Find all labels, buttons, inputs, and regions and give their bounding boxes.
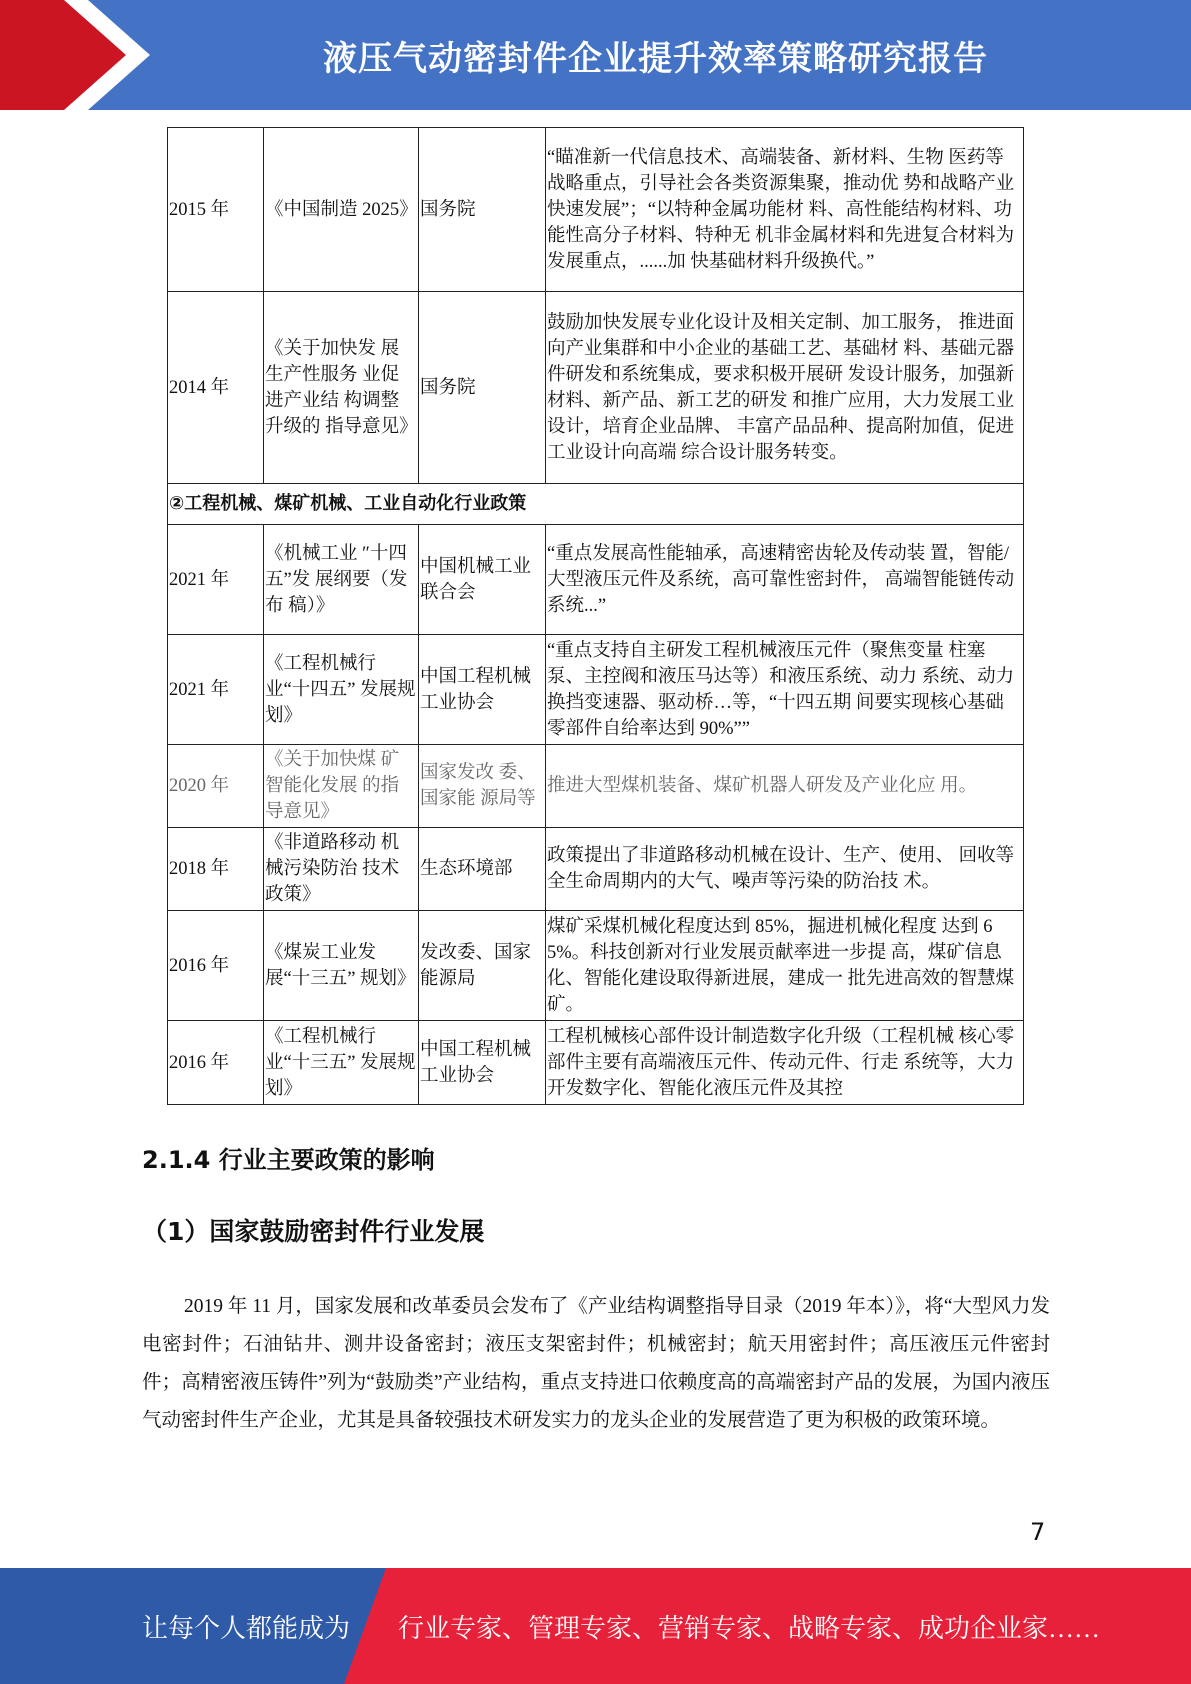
table-row: [168, 292, 1024, 484]
policy-content: 鼓励加快发展专业化设计及相关定制、加工服务， 推进面向产业集群和中小企业的基础工艺、基础材 料、基础元器件研发和系统集成，要求积极开展研 发设计服务，加强新材料、新产品、新工艺的研发 和推广应用，大力发展工业设计，培育企业品牌、 丰富产品品种、提高附加值，促进工业设计向高端 综合设计服务转变。: [546, 292, 1024, 484]
policy-name: 《非道路移动 机械污染防治 技术政策》: [264, 828, 419, 911]
policy-name: 《中国制造 2025》: [264, 128, 419, 292]
policy-name: 《工程机械行 业“十四五” 发展规划》: [264, 635, 419, 745]
policy-year: 2021 年: [168, 635, 264, 745]
header-chevron-decoration: [0, 0, 160, 110]
policy-year: 2018 年: [168, 828, 264, 911]
policy-issuer: 发改委、国家能源局: [419, 911, 546, 1021]
policy-issuer: 国务院: [419, 128, 546, 292]
table-row: [168, 745, 1024, 828]
table-row: [168, 635, 1024, 745]
table-row: [168, 525, 1024, 635]
policy-table: [167, 127, 1024, 1105]
table-row: [168, 1021, 1024, 1105]
policy-name: 《关于加快发 展生产性服务 业促进产业结 构调整升级的 指导意见》: [264, 292, 419, 484]
policy-content: “重点发展高性能轴承，高速精密齿轮及传动装 置，智能/大型液压元件及系统，高可靠性密封件， 高端智能链传动系统...”: [546, 525, 1024, 635]
table-row: [168, 911, 1024, 1021]
section-heading: 2.1.4 行业主要政策的影响: [142, 1146, 435, 1174]
policy-year: 2020 年: [168, 745, 264, 828]
page-number: 7: [1030, 1518, 1046, 1546]
policy-year: 2014 年: [168, 292, 264, 484]
policy-content: 工程机械核心部件设计制造数字化升级（工程机械 核心零部件主要有高端液压元件、传动元件、行走 系统等，大力开发数字化、智能化液压元件及其控: [546, 1021, 1024, 1105]
policy-issuer: 中国工程机械工业协会: [419, 635, 546, 745]
report-title: 液压气动密封件企业提升效率策略研究报告: [323, 38, 988, 79]
table-section-row: [168, 484, 1024, 525]
policy-content: 政策提出了非道路移动机械在设计、生产、使用、 回收等全生命周期内的大气、噪声等污染的防治技 术。: [546, 828, 1024, 911]
policy-issuer: 国务院: [419, 292, 546, 484]
policy-year: 2015 年: [168, 128, 264, 292]
policy-issuer: 中国机械工业联合会: [419, 525, 546, 635]
policy-content: 煤矿采煤机械化程度达到 85%，掘进机械化程度 达到 65%。科技创新对行业发展贡献率进一步提 高，煤矿信息化、智能化建设取得新进展，建成一 批先进高效的智慧煤矿。: [546, 911, 1024, 1021]
page-footer: [0, 1568, 1191, 1684]
page-header: [0, 0, 1191, 110]
policy-year: 2016 年: [168, 911, 264, 1021]
policy-content: 推进大型煤机装备、煤矿机器人研发及产业化应 用。: [546, 745, 1024, 828]
table-row: [168, 828, 1024, 911]
policy-issuer: 中国工程机械工业协会: [419, 1021, 546, 1105]
section-subheading: （1）国家鼓励密封件行业发展: [142, 1217, 485, 1246]
policy-name: 《煤炭工业发 展“十三五” 规划》: [264, 911, 419, 1021]
policy-year: 2016 年: [168, 1021, 264, 1105]
policy-content: “重点支持自主研发工程机械液压元件（聚焦变量 柱塞泵、主控阀和液压马达等）和液压系统、动力 系统、动力换挡变速器、驱动桥…等，“十四五期 间要实现核心基础零部件自给率达到 90%””: [546, 635, 1024, 745]
policy-name: 《机械工业 ″十四五”发 展纲要（发布 稿）》: [264, 525, 419, 635]
policy-name: 《关于加快煤 矿智能化发展 的指导意见》: [264, 745, 419, 828]
body-paragraph: 2019 年 11 月，国家发展和改革委员会发布了《产业结构调整指导目录（2019 年本）》，将“大型风力发电密封件；石油钻井、测井设备密封；液压支架密封件；机械密封；航天用密封件；高压液压元件密封件；高精密液压铸件”列为“鼓励类”产业结构，重点支持进口依赖度高的高端密封产品的发展，为国内液压气动密封件生产企业，尤其是具备较强技术研发实力的龙头企业的发展营造了更为积极的政策环境。: [142, 1296, 1050, 1431]
table-row: [168, 128, 1024, 292]
policy-content: “瞄准新一代信息技术、高端装备、新材料、生物 医药等战略重点，引导社会各类资源集聚，推动优 势和战略产业快速发展”；“以特种金属功能材 料、高性能结构材料、功能性高分子材料、特种无 机非金属材料和先进复合材料为发展重点，......加 快基础材料升级换代。”: [546, 128, 1024, 292]
policy-year: 2021 年: [168, 525, 264, 635]
footer-slogan-right: 行业专家、管理专家、营销专家、战略专家、成功企业家……: [398, 1613, 1101, 1643]
policy-issuer: 生态环境部: [419, 828, 546, 911]
policy-name: 《工程机械行 业“十三五” 发展规划》: [264, 1021, 419, 1105]
footer-slogan-left: 让每个人都能成为: [142, 1613, 351, 1643]
table-section-label: ②工程机械、煤矿机械、工业自动化行业政策: [168, 484, 1024, 525]
policy-issuer: 国家发改 委、国家能 源局等: [419, 745, 546, 828]
